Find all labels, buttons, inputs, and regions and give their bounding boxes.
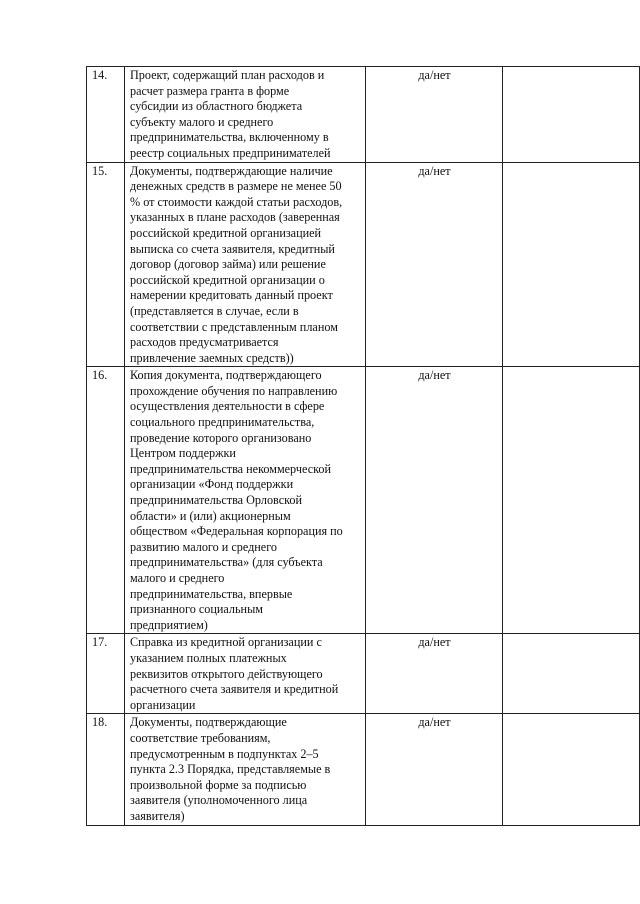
row-number: 16. [87,367,125,634]
document-description [125,714,366,825]
description-line: выписка со счета заявителя, кредитный [130,241,335,256]
description-line: Справка из кредитной организации с [130,635,322,650]
description-line: предпринимательства, впервые [130,586,293,601]
table-body [87,67,640,826]
description-line: предпринимательства, включенному в [130,130,329,145]
description-line: организации [130,697,196,712]
description-line: (представляется в случае, если в [130,303,299,318]
description-line: соответствие требованиям, [130,730,271,745]
table-row [87,67,640,163]
notes-cell [503,367,640,634]
answer-cell: да/нет [366,162,503,367]
row-number: 15. [87,162,125,367]
answer-cell: да/нет [366,67,503,163]
description-line: предпринимательства» (для субъекта [130,555,323,570]
answer-cell: да/нет [366,714,503,825]
description-line: пункта 2.3 Порядка, представляемые в [130,762,331,777]
documents-table [86,66,640,826]
description-line: Проект, содержащий план расходов и [130,68,325,82]
document-description [125,67,366,163]
description-line: проведение которого организовано [130,430,312,445]
description-line: социального предпринимательства, [130,415,315,430]
description-line: российской кредитной организацией [130,225,322,240]
description-line: предусмотренным в подпунктах 2–5 [130,746,319,761]
description-line: прохождение обучения по направлению [130,383,338,398]
description-line: расчетного счета заявителя и кредитной [130,682,339,697]
description-line: реквизитов открытого действующего [130,666,323,681]
description-line: субсидии из областного бюджета [130,99,303,114]
description-line: указанием полных платежных [130,650,287,665]
description-line: указанных в плане расходов (заверенная [130,210,340,225]
description-line: намерении кредитовать данный проект [130,288,333,303]
description-line: развитию малого и среднего [130,539,277,554]
document-description [125,634,366,714]
row-number: 14. [87,67,125,163]
description-line: малого и среднего [130,571,225,585]
description-line: субъекту малого и среднего [130,114,274,129]
description-line: российской кредитной организации о [130,272,325,287]
description-line: договор (договор займа) или решение [130,257,326,272]
description-line: Документы, подтверждающие наличие [130,163,333,178]
description-line: Центром поддержки [130,446,236,461]
description-line: Копия документа, подтверждающего [130,368,322,383]
notes-cell [503,162,640,367]
description-line: расходов предусматривается [130,335,279,350]
description-line: осуществления деятельности в сфере [130,399,325,414]
table-row [87,162,640,367]
description-line: организации «Фонд поддержки [130,477,294,492]
table-row [87,714,640,825]
notes-cell [503,714,640,825]
row-number: 18. [87,714,125,825]
description-line: расчет размера гранта в форме [130,83,290,98]
description-line: реестр социальных предпринимателей [130,145,331,160]
description-line: предприятием) [130,617,208,632]
description-line: заявителя (уполномоченного лица [130,793,308,808]
answer-cell: да/нет [366,367,503,634]
description-line: признанного социальным [130,602,263,617]
description-line: области» и (или) акционерным [130,508,291,523]
description-line: денежных средств в размере не менее 50 [130,179,342,194]
notes-cell [503,634,640,714]
description-line: обществом «Федеральная корпорация по [130,524,343,539]
description-line: привлечение заемных средств)) [130,350,294,365]
description-line: предпринимательства некоммерческой [130,461,332,476]
answer-cell: да/нет [366,634,503,714]
table-row [87,634,640,714]
description-line: соответствии с представленным планом [130,319,338,334]
document-description [125,367,366,634]
description-line: произвольной форме за подписью [130,777,307,792]
description-line: предпринимательства Орловской [130,493,303,508]
document-description [125,162,366,367]
row-number: 17. [87,634,125,714]
notes-cell [503,67,640,163]
table-row [87,367,640,634]
description-line: Документы, подтверждающие [130,715,287,730]
description-line: % от стоимости каждой статьи расходов, [130,194,343,209]
description-line: заявителя) [130,808,185,823]
